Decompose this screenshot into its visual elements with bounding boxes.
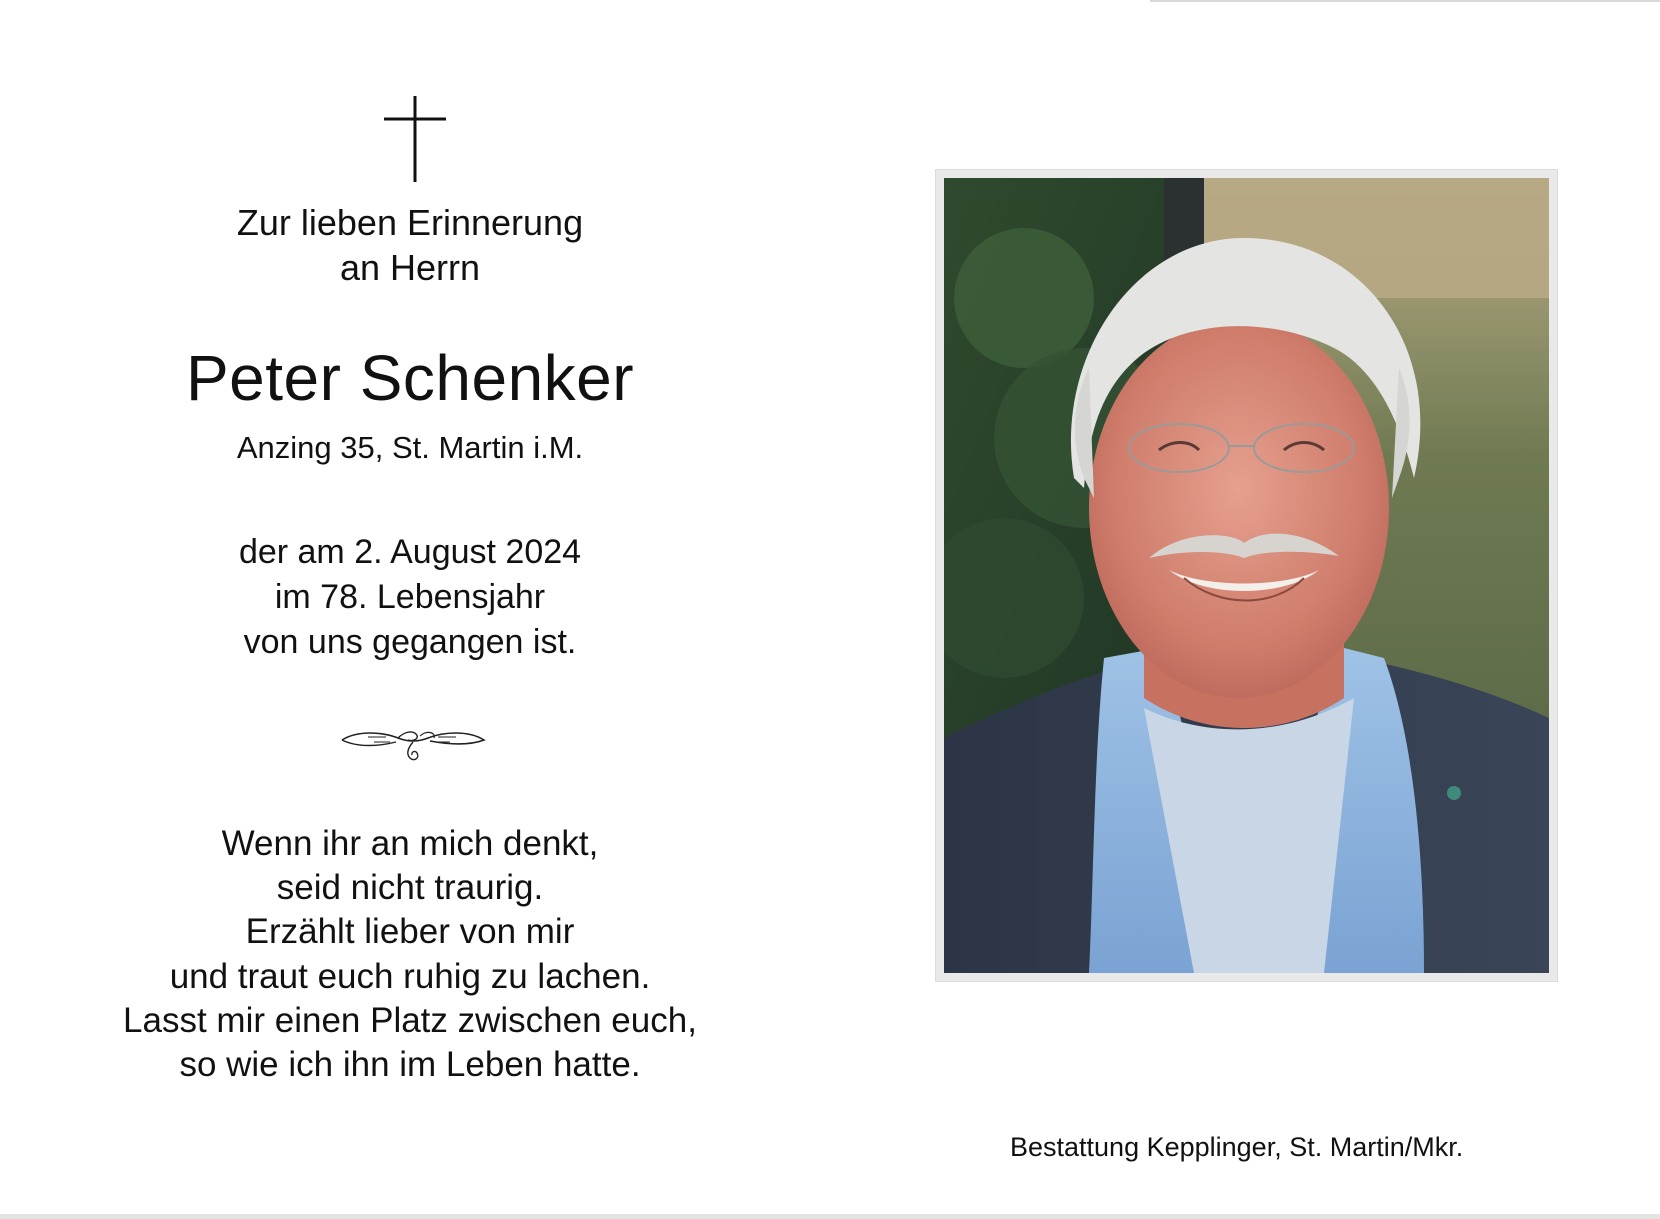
cross-icon bbox=[375, 96, 455, 182]
poem-line-3: Erzählt lieber von mir bbox=[245, 912, 575, 951]
scan-edge-bottom bbox=[0, 1214, 1660, 1219]
poem-line-2: seid nicht traurig. bbox=[276, 868, 544, 907]
poem-line-4: und traut euch ruhig zu lachen. bbox=[169, 957, 651, 996]
scan-edge-top bbox=[1150, 0, 1660, 2]
flourish-ornament-icon bbox=[338, 722, 488, 764]
intro-line-1: Zur lieben Erinnerung bbox=[236, 202, 584, 243]
portrait-frame bbox=[936, 170, 1557, 981]
deceased-name: Peter Schenker bbox=[185, 342, 635, 414]
poem-line-6: so wie ich ihn im Leben hatte. bbox=[179, 1045, 641, 1084]
portrait-photo bbox=[944, 178, 1549, 973]
memorial-text-column bbox=[60, 0, 760, 1219]
funeral-home-credit: Bestattung Kepplinger, St. Martin/Mkr. bbox=[1010, 1132, 1464, 1162]
death-line-2: im 78. Lebensjahr bbox=[274, 578, 546, 616]
death-line-1: der am 2. August 2024 bbox=[238, 533, 582, 571]
intro-line-2: an Herrn bbox=[339, 247, 481, 288]
poem-line-1: Wenn ihr an mich denkt, bbox=[221, 824, 599, 863]
death-line-3: von uns gegangen ist. bbox=[243, 623, 577, 661]
deceased-address: Anzing 35, St. Martin i.M. bbox=[236, 430, 584, 465]
poem-line-5: Lasst mir einen Platz zwischen euch, bbox=[123, 1001, 697, 1040]
